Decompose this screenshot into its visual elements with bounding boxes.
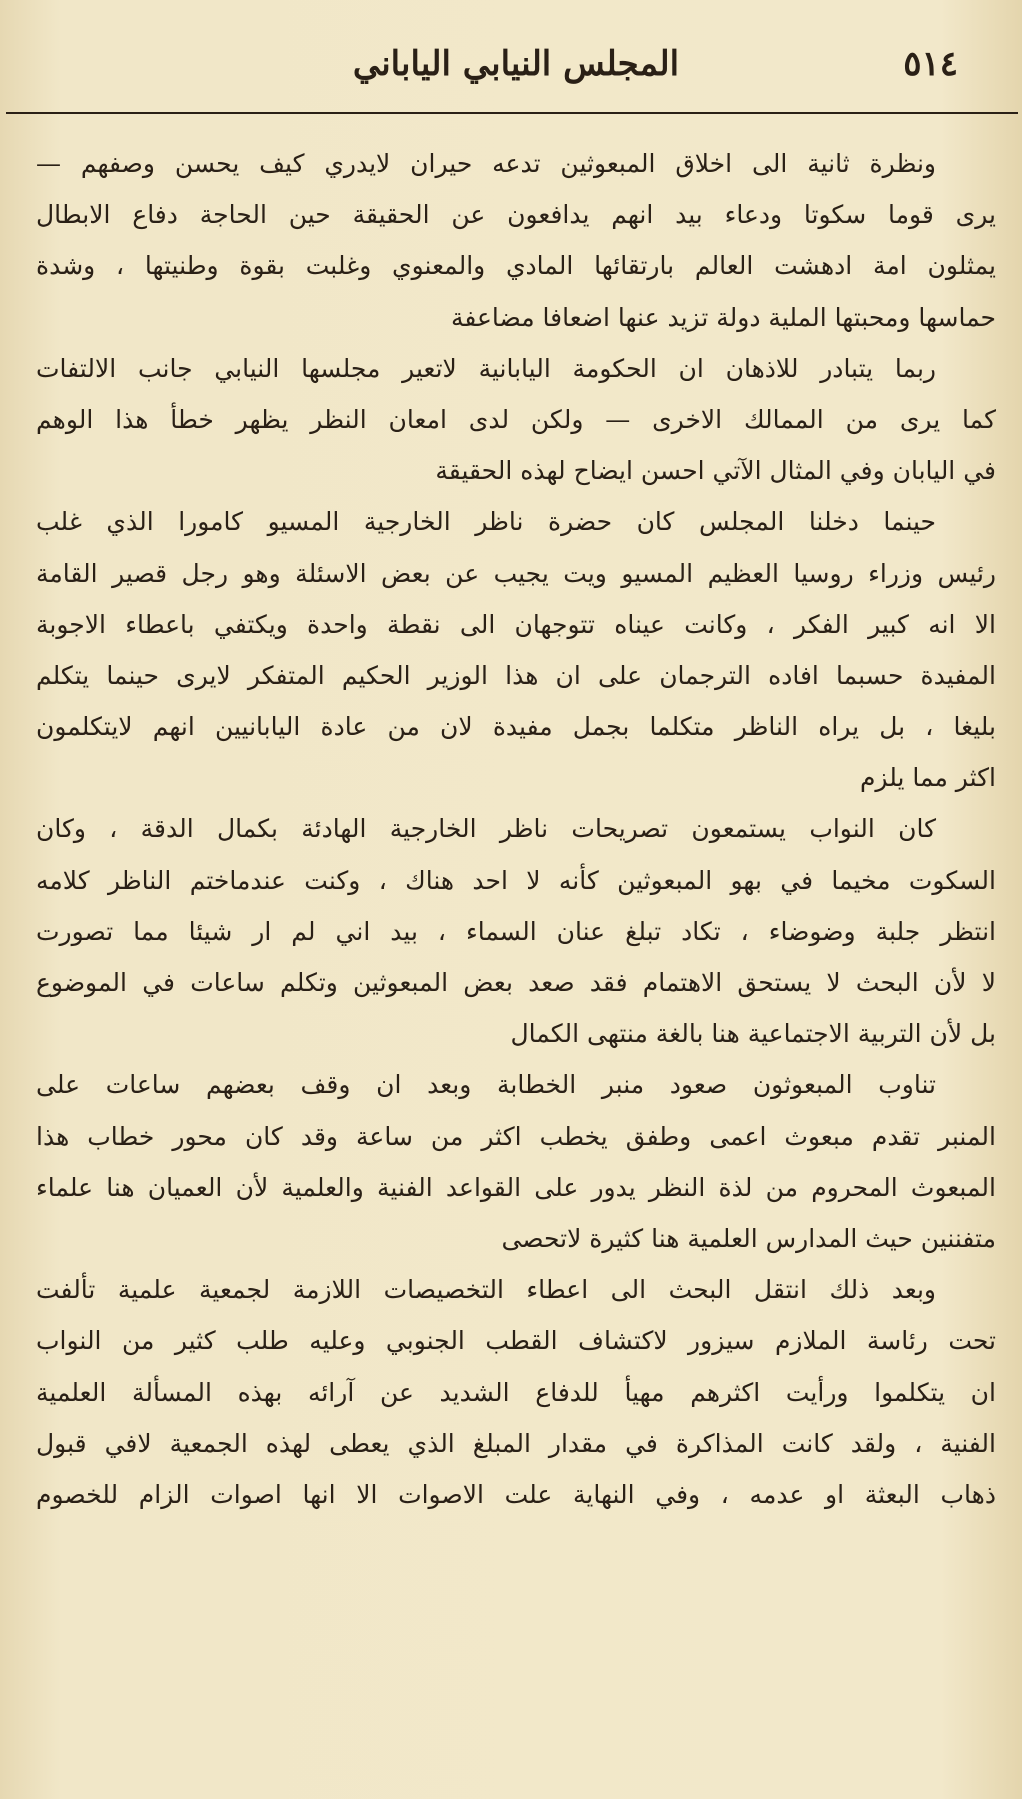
- paragraph: [36, 343, 996, 497]
- text-line: الفنية ، ولقد كانت المذاكرة في مقدار المبلغ الذي يعطى لهذه الجمعية لافي قبول: [36, 1428, 996, 1458]
- text-line: في اليابان وفي المثال الآتي احسن ايضاح لهذه الحقيقة: [435, 456, 996, 486]
- text-line: تناوب المبعوثون صعود منبر الخطابة وبعد ان وقف بعضهم ساعات على: [36, 1070, 936, 1100]
- paragraph: [36, 1059, 996, 1264]
- text-line: ذهاب البعثة او عدمه ، وفي النهاية علت الاصوات الا انها اصوات الزام للخصوم: [36, 1479, 996, 1509]
- page-number: ٥١٤: [903, 44, 958, 84]
- text-line: المبعوث المحروم من لذة النظر يدور على القواعد الفنية والعلمية لأن العميان هنا علماء: [36, 1172, 996, 1202]
- paragraph: [36, 803, 996, 1059]
- header-rule: [6, 112, 1018, 114]
- text-line: ربما يتبادر للاذهان ان الحكومة اليابانية لاتعير مجلسها النيابي جانب الالتفات: [36, 353, 936, 383]
- text-line: المفيدة حسبما افاده الترجمان على ان هذا الوزير الحكيم المتفكر لايرى حينما يتكلم: [36, 660, 996, 690]
- text-line: لا لأن البحث لا يستحق الاهتمام فقد صعد بعض المبعوثين وتكلم ساعات في الموضوع: [36, 968, 996, 997]
- text-line: رئيس وزراء روسيا العظيم المسيو ويت يجيب عن بعض الاسئلة وهو رجل قصير القامة: [36, 558, 996, 588]
- text-line: بليغا ، بل يراه الناظر متكلما بجمل مفيدة لان من عادة اليابانيين انهم لايتكلمون: [36, 712, 996, 742]
- text-line: بل لأن التربية الاجتماعية هنا بالغة منتهى الكمال: [510, 1019, 996, 1049]
- page-header: [36, 0, 996, 108]
- text-line: تحت رئاسة الملازم سيزور لاكتشاف القطب الجنوبي وعليه طلب كثير من النواب: [36, 1326, 996, 1356]
- text-line: كما يرى من الممالك الاخرى — ولكن لدى امعان النظر يظهر خطأ هذا الوهم: [36, 404, 996, 434]
- text-line: متفننين حيث المدارس العلمية هنا كثيرة لاتحصى: [501, 1223, 996, 1253]
- paragraph: [36, 1264, 996, 1520]
- text-line: المنبر تقدم مبعوث اعمى وطفق يخطب اكثر من ساعة وقد كان محور خطاب هذا: [36, 1121, 996, 1151]
- text-line: ونظرة ثانية الى اخلاق المبعوثين تدعه حيران لايدري كيف يحسن وصفهم —: [36, 149, 936, 178]
- text-line: يمثلون امة ادهشت العالم بارتقائها المادي والمعنوي وغلبت بقوة وطنيتها ، وشدة: [36, 251, 996, 281]
- text-line: السكوت مخيما في بهو المبعوثين كأنه لا احد هناك ، وكنت عندماختم الناظر كلامه: [36, 865, 996, 895]
- text-line: يرى قوما سكوتا ودعاء بيد انهم يدافعون عن الحقيقة حين الحاجة دفاع الابطال: [36, 200, 996, 230]
- text-line: وبعد ذلك انتقل البحث الى اعطاء التخصيصات اللازمة لجمعية علمية تألفت: [36, 1275, 936, 1305]
- body-text: [36, 138, 996, 1520]
- paragraph: [36, 138, 996, 343]
- text-line: انتظر جلبة وضوضاء ، تكاد تبلغ عنان السماء ، بيد اني لم ار شيئا مما تصورت: [36, 916, 996, 946]
- text-line: ان يتكلموا ورأيت اكثرهم مهيأ للدفاع الشديد عن آرائه بهذه المسألة العلمية: [36, 1377, 996, 1407]
- text-line: اكثر مما يلزم: [859, 763, 996, 793]
- text-line: حينما دخلنا المجلس كان حضرة ناظر الخارجية المسيو كامورا الذي غلب: [36, 507, 936, 537]
- paragraph: [36, 496, 996, 803]
- text-line: حماسها ومحبتها الملية دولة تزيد عنها اضعافا مضاعفة: [450, 302, 996, 332]
- text-line: كان النواب يستمعون تصريحات ناظر الخارجية الهادئة بكمال الدقة ، وكان: [36, 814, 936, 844]
- text-line: الا انه كبير الفكر ، وكانت عيناه تتوجهان الى نقطة واحدة ويكتفي باعطاء الاجوبة: [36, 609, 996, 639]
- running-title: المجلس النيابي الياباني: [352, 44, 680, 84]
